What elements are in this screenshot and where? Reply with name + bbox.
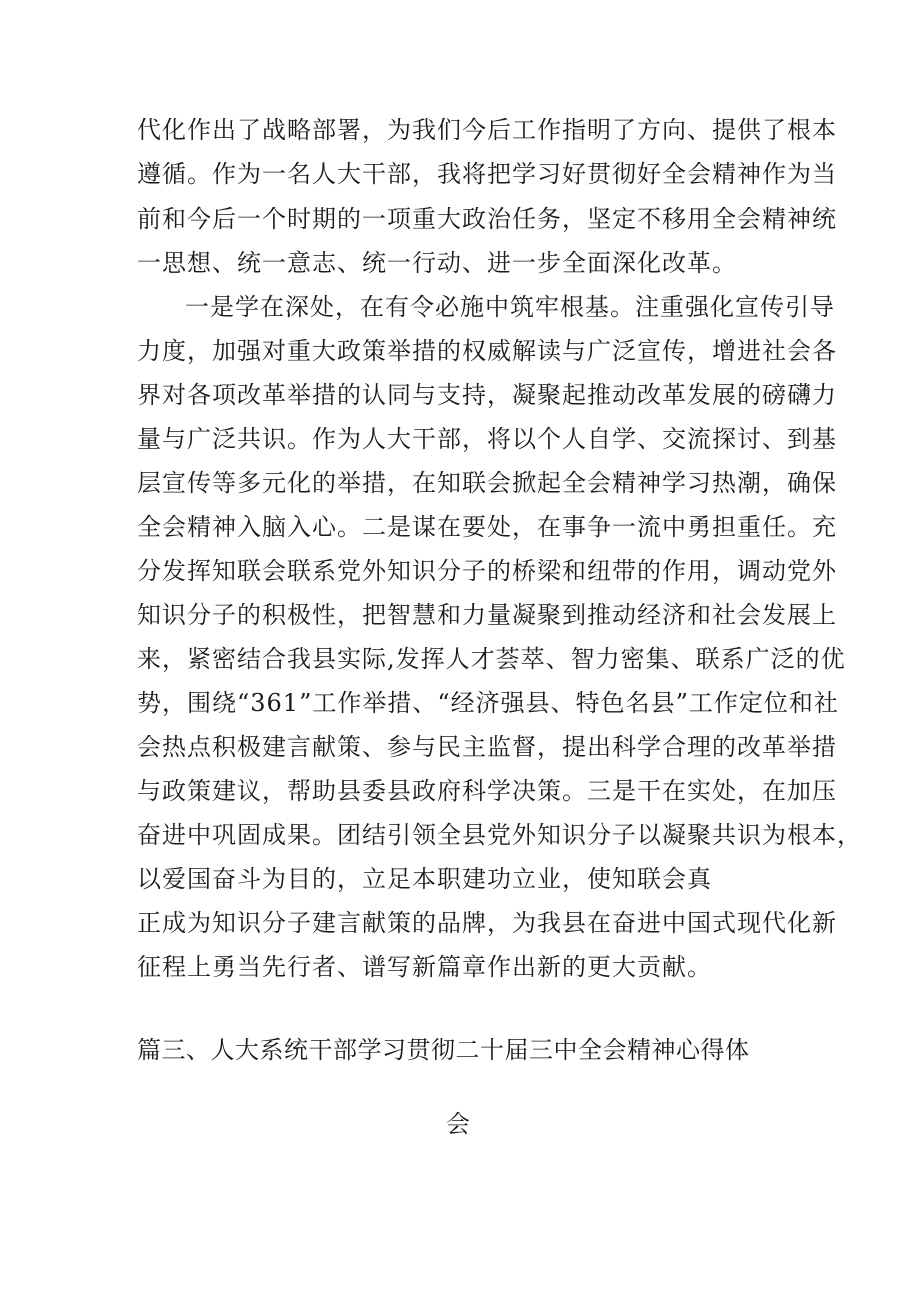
body-line-16: 与政策建议，帮助县委县政府科学决策。三是干在实处，在加压 xyxy=(137,777,837,805)
body-line-5: 一是学在深处，在有令必施中筑牢根基。注重强化宣传引导 xyxy=(185,293,835,321)
body-line-4: 一思想、统一意志、统一行动、进一步全面深化改革。 xyxy=(137,249,737,277)
body-line-10: 全会精神入脑入心。二是谋在要处，在事争一流中勇担重任。充 xyxy=(137,513,837,541)
body-line-14: 势，围绕“361”工作举措、“经济强县、特色名县”工作定位和社 xyxy=(137,689,839,717)
section-heading: 篇三、人大系统干部学习贯彻二十届三中全会精神心得体 xyxy=(137,1036,750,1064)
body-line-1: 代化作出了战略部署，为我们今后工作指明了方向、提供了根本 xyxy=(137,116,837,144)
body-line-11: 分发挥知联会联系党外知识分子的桥梁和纽带的作用，调动党外 xyxy=(137,557,837,585)
section-heading-continuation: 会 xyxy=(446,1110,470,1138)
body-line-6: 力度，加强对重大政策举措的权威解读与广泛宣传，增进社会各 xyxy=(137,337,837,365)
body-line-8: 量与广泛共识。作为人大干部，将以个人自学、交流探讨、到基 xyxy=(137,425,837,453)
body-line-3: 前和今后一个时期的一项重大政治任务，坚定不移用全会精神统 xyxy=(137,205,837,233)
body-line-13: 来，紧密结合我县实际,发挥人才荟萃、智力密集、联系广泛的优 xyxy=(137,645,846,673)
body-line-9: 层宣传等多元化的举措，在知联会掀起全会精神学习热潮，确保 xyxy=(137,469,837,497)
body-line-2: 遵循。作为一名人大干部，我将把学习好贯彻好全会精神作为当 xyxy=(137,160,837,188)
body-line-7: 界对各项改革举措的认同与支持，凝聚起推动改革发展的磅礴力 xyxy=(137,381,837,409)
body-line-15: 会热点积极建言献策、参与民主监督，提出科学合理的改革举措 xyxy=(137,733,837,761)
body-line-20: 征程上勇当先行者、谱写新篇章作出新的更大贡献。 xyxy=(137,953,712,981)
body-line-17: 奋进中巩固成果。团结引领全县党外知识分子以凝聚共识为根本， xyxy=(137,821,862,849)
body-line-19: 正成为知识分子建言献策的品牌，为我县在奋进中国式现代化新 xyxy=(137,909,837,937)
body-line-12: 知识分子的积极性，把智慧和力量凝聚到推动经济和社会发展上 xyxy=(137,601,837,629)
body-line-18: 以爱国奋斗为目的，立足本职建功立业，使知联会真 xyxy=(137,865,712,893)
